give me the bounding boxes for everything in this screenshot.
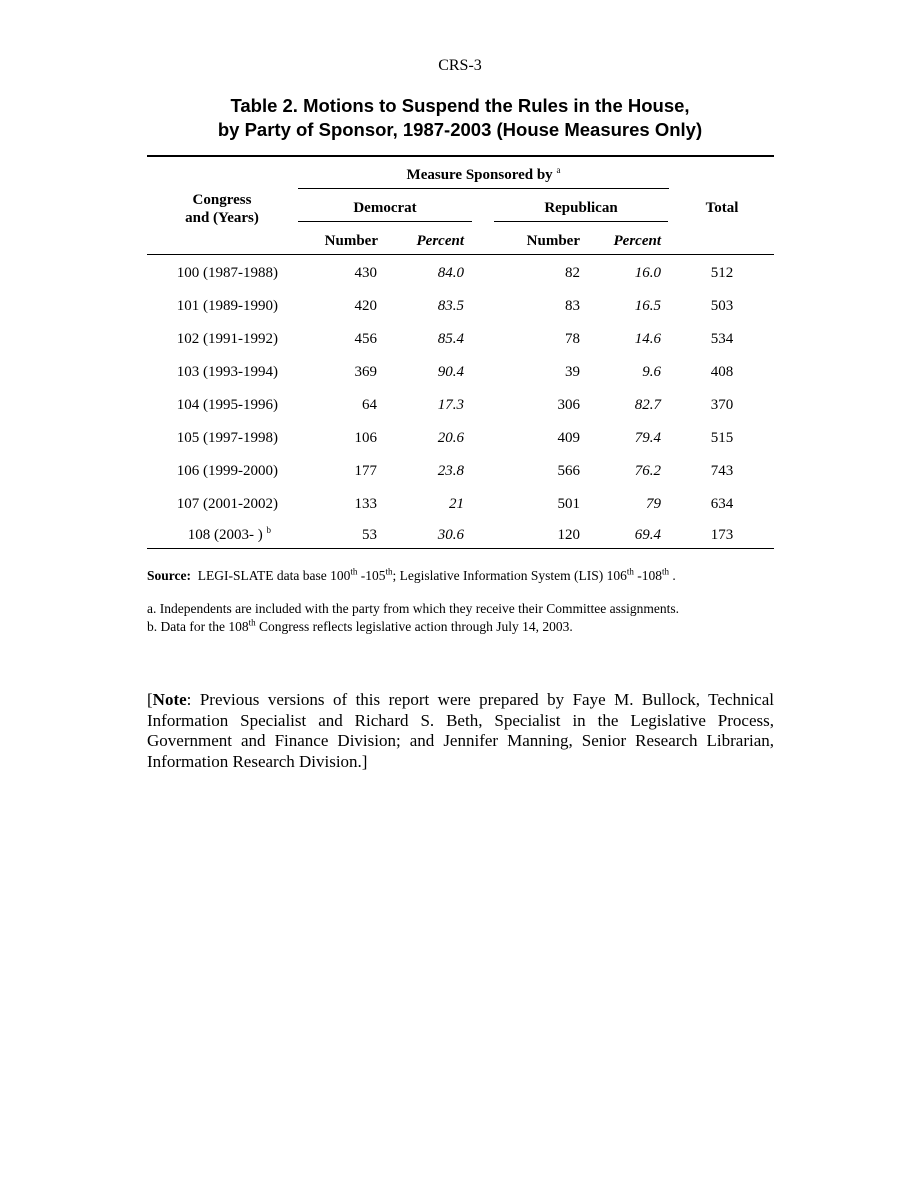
congress-header xyxy=(147,191,297,227)
total-cell: 512 xyxy=(710,265,734,281)
democrat-rule xyxy=(298,221,472,222)
republican-number-cell: 409 xyxy=(557,430,580,446)
measure-sponsored-rule xyxy=(298,188,669,189)
republican-number-cell: 83 xyxy=(565,298,580,314)
note-label: Note xyxy=(152,690,187,709)
republican-number-cell: 82 xyxy=(565,265,580,281)
democrat-percent-cell: 20.6 xyxy=(437,430,464,446)
footnote-a: a. Independents are included with the party from which they receive their Committee assignments. xyxy=(147,601,679,616)
total-cell: 503 xyxy=(710,298,734,314)
table-title xyxy=(0,94,920,142)
total-cell: 515 xyxy=(710,430,734,446)
republican-number-cell: 306 xyxy=(557,397,580,413)
democrat-number-cell: 420 xyxy=(354,298,377,314)
authorship-note: [Note: Previous versions of this report were prepared by Faye M. Bullock, Technical Information Specialist and Richard S. Beth, Specialist in the Legislative Process, Government and Finance Division; and Jennifer Manning, Senior Research Librarian, Information Research Division.] xyxy=(147,690,774,771)
table-title-line1: Table 2. Motions to Suspend the Rules in the House, xyxy=(230,95,690,116)
congress-cell: 105 (1997-1998) xyxy=(176,430,278,446)
congress-cell: 107 (2001-2002) xyxy=(176,496,278,512)
republican-number-cell: 501 xyxy=(557,496,580,512)
democrat-number-cell: 177 xyxy=(354,463,377,479)
democrat-percent-cell: 30.6 xyxy=(437,527,464,543)
congress-cell: 103 (1993-1994) xyxy=(176,364,278,380)
democrat-percent-cell: 90.4 xyxy=(437,364,464,380)
democrat-number-cell: 456 xyxy=(354,331,377,347)
republican-rule xyxy=(494,221,668,222)
republican-percent-header: Percent xyxy=(613,233,661,249)
congress-cell: 106 (1999-2000) xyxy=(176,463,278,479)
republican-number-cell: 39 xyxy=(565,364,580,380)
democrat-percent-header: Percent xyxy=(416,233,464,249)
total-cell: 408 xyxy=(710,364,734,380)
republican-number-cell: 120 xyxy=(557,527,580,543)
republican-percent-cell: 79.4 xyxy=(634,430,661,446)
democrat-percent-cell: 23.8 xyxy=(437,463,464,479)
democrat-percent-cell: 85.4 xyxy=(437,331,464,347)
republican-header: Republican xyxy=(544,200,618,216)
republican-percent-cell: 16.0 xyxy=(634,265,661,281)
democrat-number-cell: 133 xyxy=(354,496,377,512)
table-title-line2: by Party of Sponsor, 1987-2003 (House Measures Only) xyxy=(217,119,703,140)
congress-cell: 100 (1987-1988) xyxy=(176,265,278,281)
congress-cell: 102 (1991-1992) xyxy=(176,331,278,347)
democrat-number-cell: 64 xyxy=(362,397,377,413)
total-cell: 534 xyxy=(710,331,734,347)
republican-number-cell: 566 xyxy=(557,463,580,479)
republican-number-cell: 78 xyxy=(565,331,580,347)
table-bottom-rule xyxy=(147,548,774,549)
congress-cell: 108 (2003- ) $^b$ xyxy=(187,525,271,543)
congress-cell: 104 (1995-1996) xyxy=(176,397,278,413)
footnote-marker-a: a xyxy=(556,165,561,175)
congress-header-line1: Congress xyxy=(192,192,252,208)
democrat-number-cell: 430 xyxy=(354,265,377,281)
republican-percent-cell: 9.6 xyxy=(642,364,661,380)
measure-sponsored-header: Measure Sponsored by $^a$ xyxy=(406,165,561,183)
democrat-header: Democrat xyxy=(353,200,417,216)
democrat-percent-cell: 17.3 xyxy=(437,397,464,413)
total-cell: 634 xyxy=(710,496,734,512)
source-line: Source: LEGI-SLATE data base 100th -105th; Legislative Information System (LIS) 106th -108th . xyxy=(147,566,676,583)
republican-percent-cell: 76.2 xyxy=(634,463,661,479)
democrat-percent-cell: 84.0 xyxy=(437,265,464,281)
democrat-number-cell: 53 xyxy=(362,527,377,543)
democrat-percent-cell: 21 xyxy=(449,496,464,512)
source-label: Source: xyxy=(147,568,191,583)
total-header: Total xyxy=(705,200,739,216)
total-cell: 743 xyxy=(710,463,734,479)
republican-percent-cell: 69.4 xyxy=(634,527,661,543)
democrat-number-cell: 106 xyxy=(354,430,377,446)
republican-percent-cell: 79 xyxy=(646,496,661,512)
republican-percent-cell: 82.7 xyxy=(634,397,661,413)
republican-number-header: Number xyxy=(526,233,580,249)
header-bottom-rule xyxy=(147,254,774,255)
congress-cell: 101 (1989-1990) xyxy=(176,298,278,314)
democrat-percent-cell: 83.5 xyxy=(437,298,464,314)
table-top-rule xyxy=(147,155,774,157)
footnote-marker-b: b xyxy=(266,525,271,535)
total-cell: 173 xyxy=(710,527,734,543)
republican-percent-cell: 14.6 xyxy=(634,331,661,347)
total-cell: 370 xyxy=(710,397,734,413)
congress-header-line2: and (Years) xyxy=(185,210,259,226)
footnote-b: b. Data for the 108th Congress reflects legislative action through July 14, 2003. xyxy=(147,617,573,634)
democrat-number-header: Number xyxy=(324,233,378,249)
democrat-number-cell: 369 xyxy=(354,364,377,380)
republican-percent-cell: 16.5 xyxy=(634,298,661,314)
page-label: CRS-3 xyxy=(438,57,482,74)
